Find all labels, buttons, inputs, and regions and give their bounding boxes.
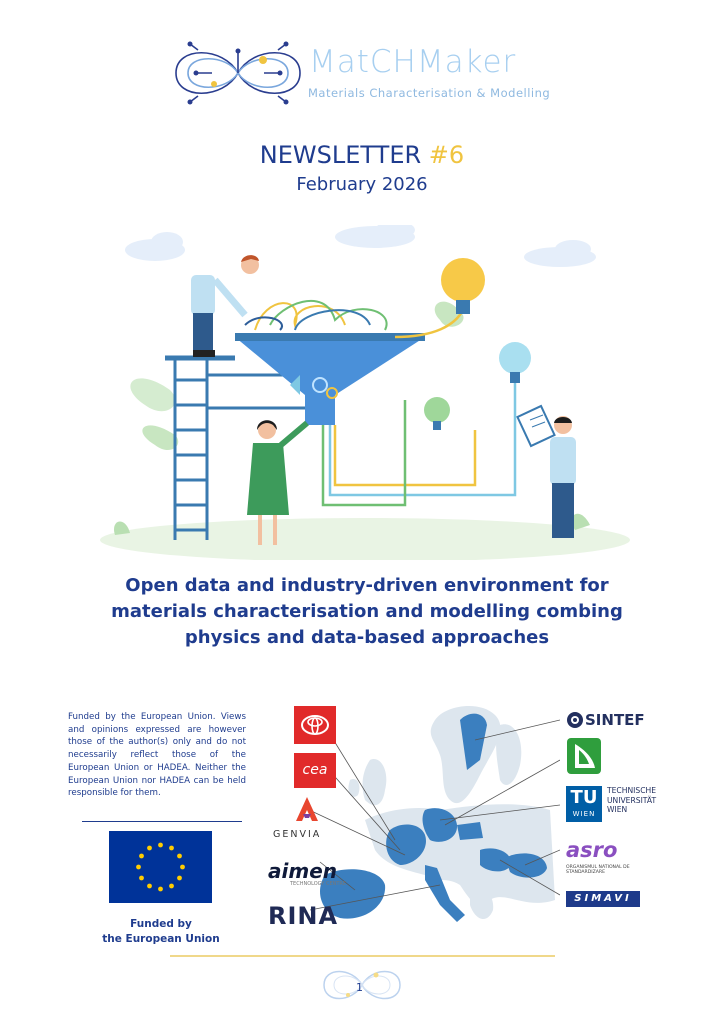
eu-funded-label — [100, 917, 222, 947]
brand-name: MatCHMaker — [309, 44, 517, 80]
footer-divider — [170, 955, 555, 957]
brand-tagline: Materials Characterisation & Modelling — [308, 86, 551, 100]
eu-funded-line2: the European Union — [102, 933, 220, 945]
tu-wien-name-line2: UNIVERSITÄT — [607, 795, 657, 805]
toyota-icon — [294, 706, 336, 744]
tu-wien-name-line3: WIEN — [607, 805, 628, 814]
tu-wien-logo — [566, 786, 602, 822]
sintef-icon — [566, 711, 584, 729]
divider — [82, 821, 242, 822]
cea-logo: cea — [294, 753, 336, 788]
genvia-icon — [295, 796, 319, 822]
tu-wien-mark: TU — [570, 787, 598, 808]
tu-wien-name-line1: TECHNISCHE — [607, 786, 656, 795]
simavi-logo: SIMAVI — [566, 891, 640, 907]
tu-wien-name — [607, 786, 656, 815]
tu-wien-submark: WIEN — [572, 810, 596, 818]
newsletter-label: NEWSLETTER — [259, 141, 422, 169]
page-number: 1 — [356, 981, 363, 994]
newsletter-headline: Open data and industry-driven environment for materials characterisation and modelling combing physics and data-based approaches — [111, 575, 623, 648]
genvia-logo: GENVIA — [273, 829, 322, 840]
aimen-logo: aimen — [268, 859, 337, 883]
toyota-logo — [294, 706, 336, 744]
asro-logo: asro — [566, 838, 618, 862]
hero-illustration — [95, 225, 635, 560]
rina-logo: RINA — [268, 902, 339, 930]
leaf-partner-logo-icon — [567, 738, 601, 774]
sintef-logo: SINTEF — [585, 711, 645, 729]
newsletter-date: February 2026 — [296, 174, 428, 195]
eu-flag-icon — [109, 831, 212, 903]
eu-funded-line1: Funded by — [130, 918, 192, 930]
asro-subtitle: ORGANISMUL NATIONAL DE STANDARDIZARE — [566, 865, 630, 876]
newsletter-title — [0, 141, 724, 169]
newsletter-number: #6 — [428, 141, 465, 169]
aimen-subtitle: TECHNOLOGY CENTRE — [290, 881, 347, 887]
eu-disclaimer: Funded by the European Union. Views and opinions expressed are however those of the author(s) only and do not necessarily reflect those of the European Union or HADEA. Neither the European Union nor HADEA can be held responsible for them. — [68, 712, 246, 799]
